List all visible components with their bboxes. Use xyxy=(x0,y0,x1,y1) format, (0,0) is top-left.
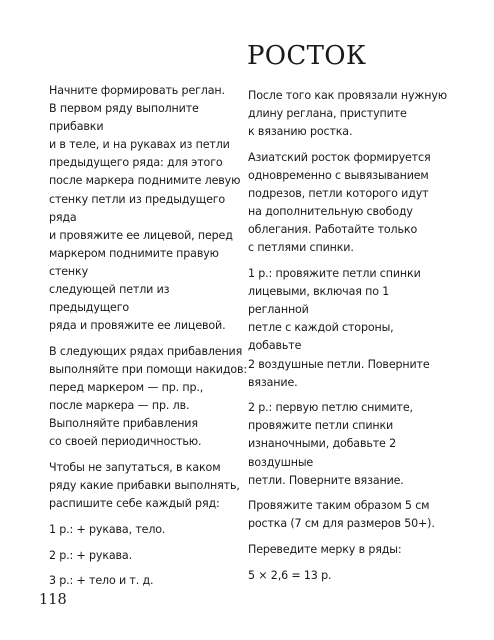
paragraph: Азиатский росток формируется одновременно с вывязыванием подрезов, петли которого идут на дополнительную свободу облегания. Работайте только с петлями спинки. xyxy=(248,150,431,255)
paragraph: Начните формировать реглан. В первом ряду выполните прибавки и в теле, и на рукавах из петли предыдущего ряда: для этого после маркера поднимите левую стенку петли из предыдущего ряда и провяжите ее лицевой, перед маркером поднимите правую стенку следующей петли из предыдущего ряда и провяжите ее лицевой. xyxy=(49,84,241,333)
paragraph: 5 × 2,6 = 13 р. xyxy=(248,568,332,582)
paragraph: 1 р.: + рукава, тело. xyxy=(49,522,166,536)
paragraph: 2 р.: первую петлю снимите, провяжите петли спинки изнаночными, добавьте 2 воздушные петли. Поверните вязание. xyxy=(248,401,413,487)
page-number: 118 xyxy=(39,592,67,608)
left-column xyxy=(49,82,249,598)
paragraph: 2 р.: + рукава. xyxy=(49,548,132,562)
right-column xyxy=(248,87,448,593)
paragraph: 1 р.: провяжите петли спинки лицевыми, включая по 1 регланной петле с каждой стороны, добавьте 2 воздушные петли. Поверните вязание. xyxy=(248,267,430,389)
paragraph: Переведите мерку в ряды: xyxy=(248,543,402,557)
paragraph: В следующих рядах прибавления выполняйте при помощи накидов: перед маркером — пр. пр., после маркера — пр. лв. Выполняйте прибавления со своей периодичностью. xyxy=(49,344,247,449)
paragraph: После того как провязали нужную длину реглана, приступите к вязанию ростка. xyxy=(248,89,447,139)
paragraph: Провяжите таким образом 5 см ростка (7 см для размеров 50+). xyxy=(248,499,435,531)
paragraph: Чтобы не запутаться, в каком ряду какие прибавки выполнять, распишите себе каждый ряд: xyxy=(49,461,240,511)
paragraph: 3 р.: + тело и т. д. xyxy=(49,574,154,588)
section-title: РОСТОК xyxy=(247,41,367,71)
